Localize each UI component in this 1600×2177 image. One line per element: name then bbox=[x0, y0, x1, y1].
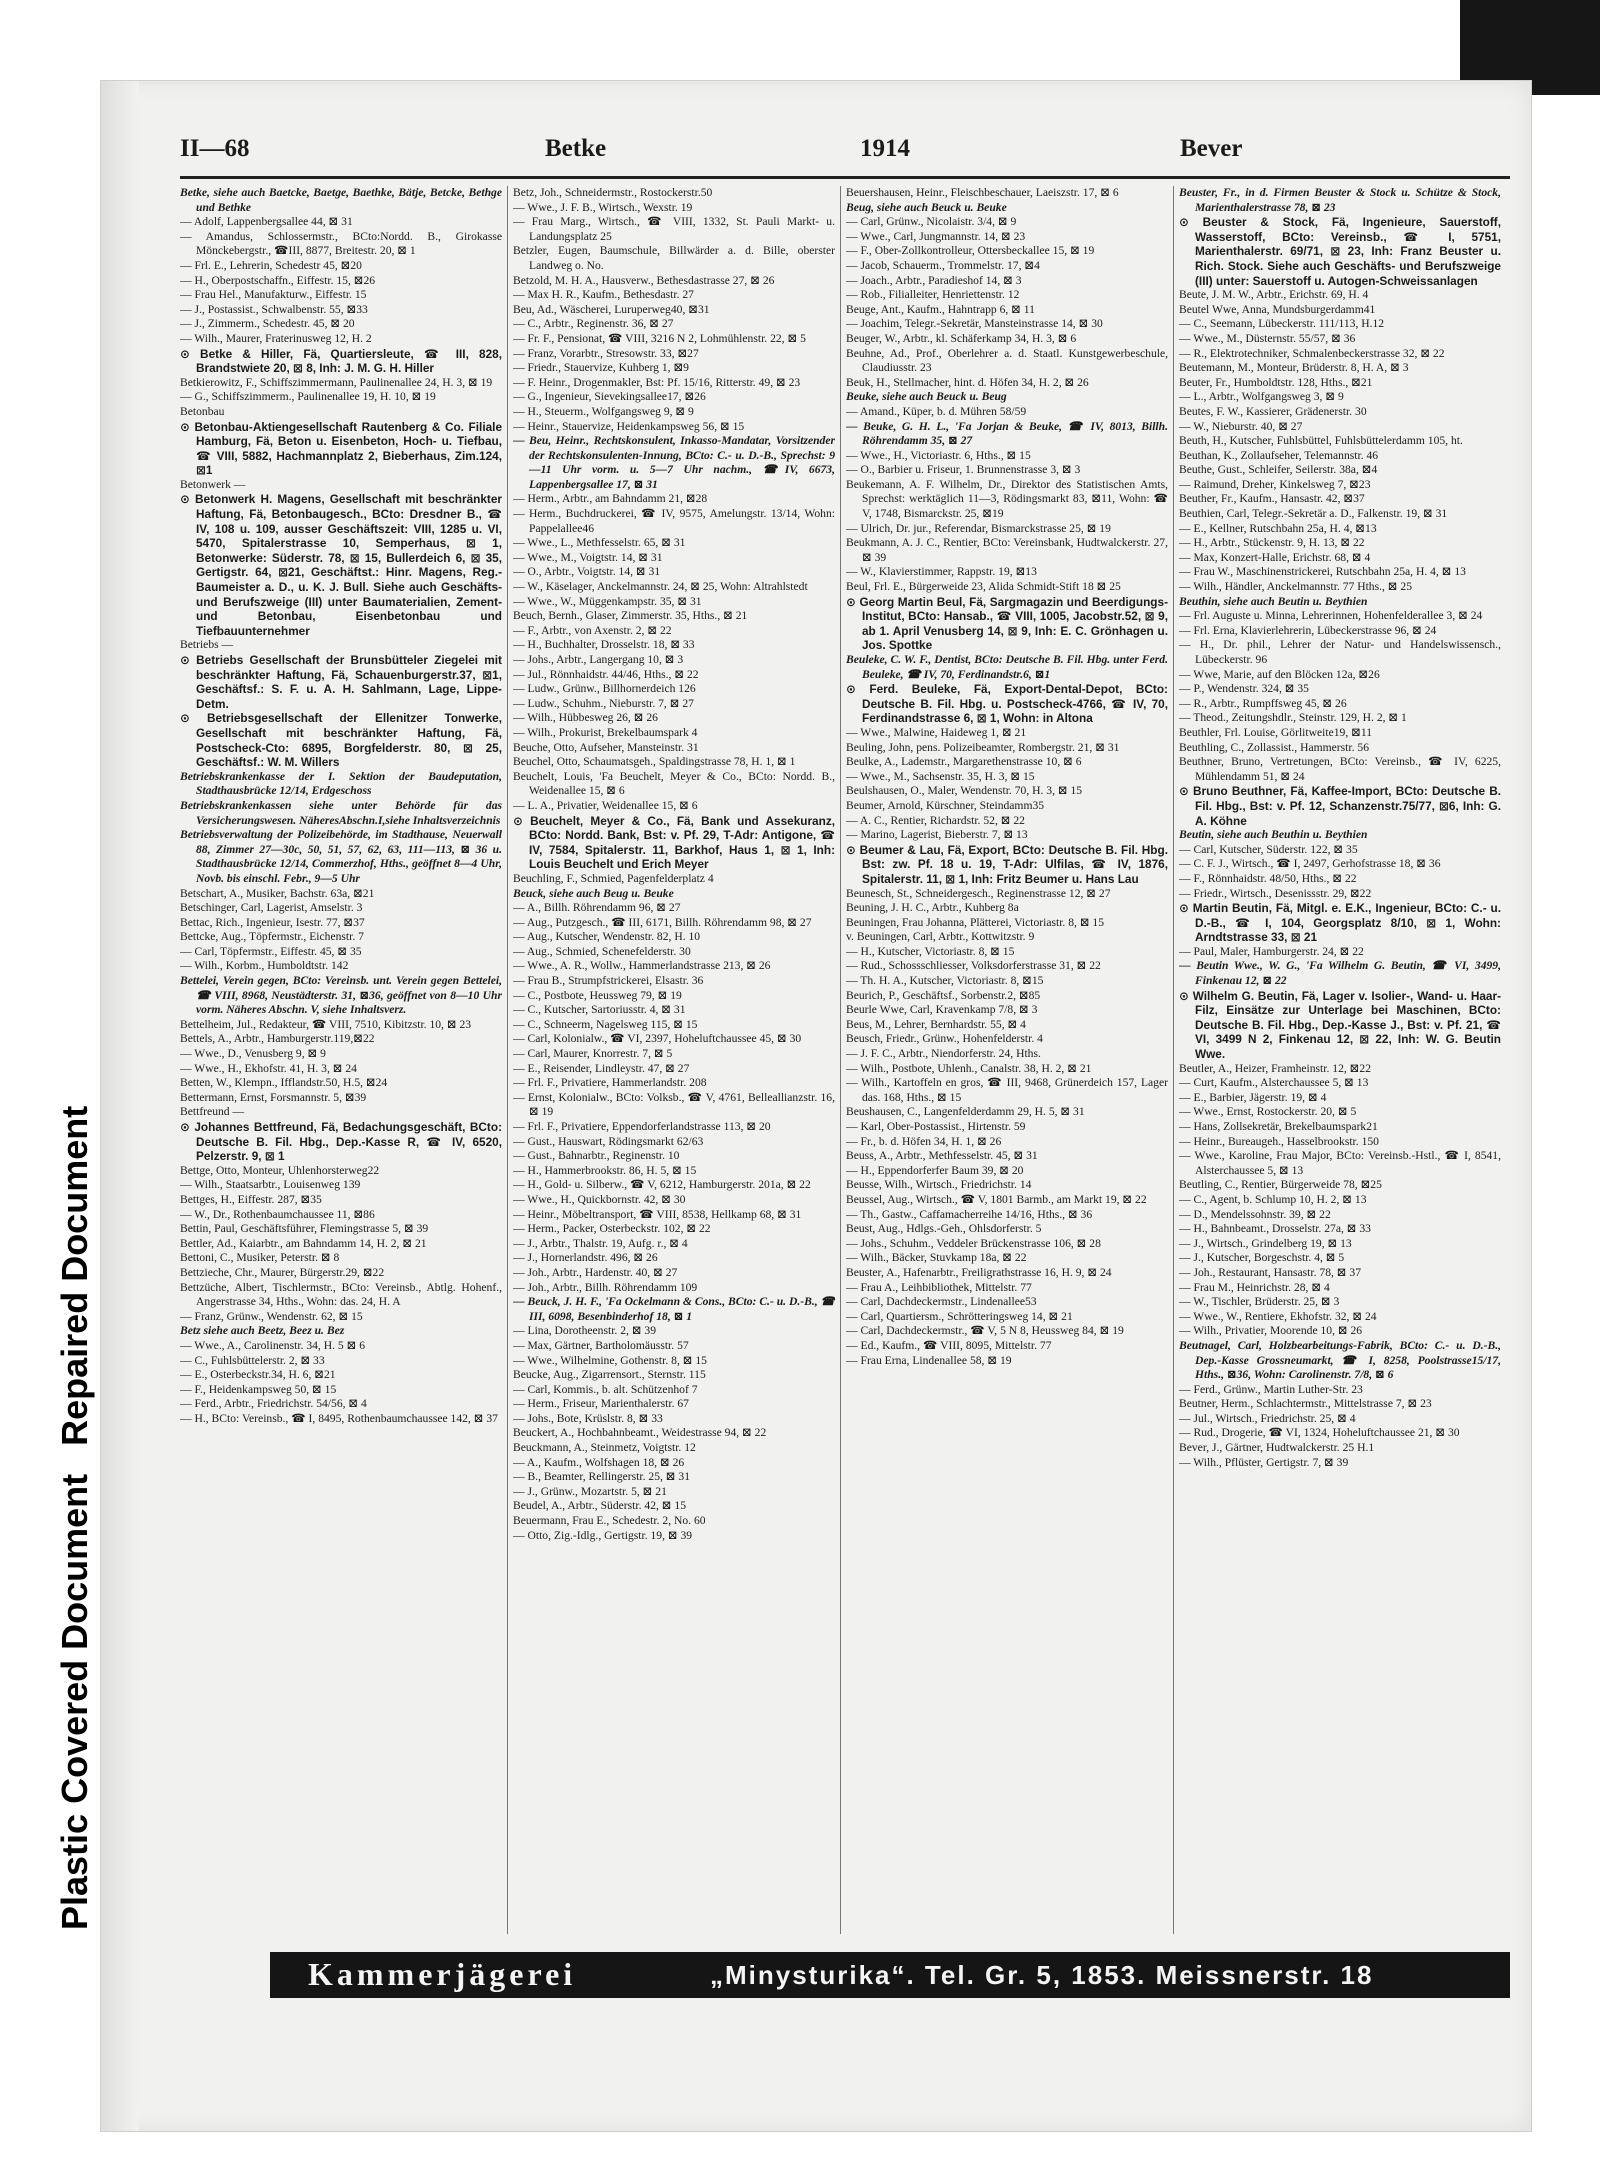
directory-entry: ⊙ Ferd. Beuleke, Fä, Export-Dental-Depot, BCto: Deutsche B. Fil. Hbg. u. Postscheck-4766, ☎ IV, 70, Ferdinandstrasse 6, ⊠ 1, Wohn: in Altona bbox=[846, 682, 1168, 726]
directory-entry: Betonwerk — bbox=[180, 477, 246, 491]
directory-entry: — Frau Erna, Lindenallee 58, ⊠ 19 bbox=[846, 1353, 1012, 1367]
directory-entry: Beuther, Fr., Kaufm., Hansastr. 42, ⊠37 bbox=[1179, 492, 1365, 506]
directory-entry: Beuth, H., Kutscher, Fuhlsbüttel, Fuhlsbüttelerdamm 105, ht. bbox=[1179, 434, 1463, 448]
directory-entry: — Frau Marg., Wirtsch., ☎ VIII, 1332, St. Pauli Markt- u. Landungsplatz 25 bbox=[513, 215, 835, 243]
directory-entry: — Ludw., Schuhm., Nieburstr. 7, ⊠ 27 bbox=[513, 696, 694, 710]
directory-entry: — Wwe., L., Methfesselstr. 65, ⊠ 31 bbox=[513, 536, 686, 550]
directory-entry: — Ferd., Arbtr., Friedrichstr. 54/56, ⊠ 4 bbox=[180, 1397, 367, 1411]
column-divider bbox=[507, 186, 508, 1934]
directory-entry: Betonbau bbox=[180, 404, 225, 418]
directory-entry: — Paul, Maler, Hamburgerstr. 24, ⊠ 22 bbox=[1179, 944, 1364, 958]
directory-entry: — A., Kaufm., Wolfshagen 18, ⊠ 26 bbox=[513, 1455, 685, 1469]
advertisement-banner bbox=[270, 1952, 1510, 1998]
directory-entry: Bettfreund — bbox=[180, 1105, 245, 1119]
directory-entry: ⊙ Beuster & Stock, Fä, Ingenieure, Sauerstoff, Wasserstoff, BCto: Vereinsb., ☎ I, 5751, Marienthalerstr. 69/71, ⊠ 23, Inh: Franz Beuster u. Rich. Stock. Siehe auch Geschäfts- und Berufszweige (III) unter: Sauerstoff u. Autogen-Schweissanlagen bbox=[1179, 215, 1501, 288]
directory-entry: — B., Beamter, Rellingerstr. 25, ⊠ 31 bbox=[513, 1470, 691, 1484]
directory-entry: — Carl, Kolonialw., ☎ VI, 2397, Hoheluftchaussee 45, ⊠ 30 bbox=[513, 1032, 802, 1046]
directory-entry: — Jul., Wirtsch., Friedrichstr. 25, ⊠ 4 bbox=[1179, 1411, 1356, 1425]
directory-entry: — Joachim, Telegr.-Sekretär, Mansteinstrasse 14, ⊠ 30 bbox=[846, 317, 1103, 331]
directory-entry: Beuchel, Otto, Schaumatsgeh., Spaldingstrasse 78, H. 1, ⊠ 1 bbox=[513, 755, 796, 769]
directory-entry: Beuss, A., Arbtr., Methfesselstr. 45, ⊠ 31 bbox=[846, 1149, 1038, 1163]
directory-entry: Beuthler, Frl. Louise, Görlitweite19, ⊠11 bbox=[1179, 725, 1373, 739]
directory-entry: — Carl, Dachdeckermstr., Lindenallee53 bbox=[846, 1295, 1037, 1309]
directory-entry: — Ferd., Grünw., Martin Luther-Str. 23 bbox=[1179, 1382, 1363, 1396]
directory-entry: Beus, M., Lehrer, Bernhardstr. 55, ⊠ 4 bbox=[846, 1017, 1026, 1031]
directory-entry: ⊙ Betriebsgesellschaft der Ellenitzer Tonwerke, Gesellschaft mit beschränkter Haftung, Fä, Postscheck-Cto: 6895, Borgfelderstr. 80, ⊠ 25, Geschäftsf.: W. M. Willers bbox=[180, 711, 502, 770]
directory-entry: Bettoni, C., Musiker, Peterstr. ⊠ 8 bbox=[180, 1251, 340, 1265]
header-rule bbox=[180, 176, 1510, 179]
directory-entry: — G., Schiffszimmerm., Paulinenallee 19, H. 10, ⊠ 19 bbox=[180, 390, 436, 404]
directory-entry: — E., Kellner, Rutschbahn 25a, H. 4, ⊠13 bbox=[1179, 521, 1377, 535]
directory-entry: Beuningen, Frau Johanna, Plätterei, Victoriastr. 8, ⊠ 15 bbox=[846, 915, 1105, 929]
directory-entry: Beuk, H., Stellmacher, hint. d. Höfen 34, H. 2, ⊠ 26 bbox=[846, 375, 1089, 389]
directory-entry: — H., Arbtr., Stückenstr. 9, H. 13, ⊠ 22 bbox=[1179, 536, 1365, 550]
directory-entry: — Frau W., Maschinenstrickerei, Rutschbahn 25a, H. 4, ⊠ 13 bbox=[1179, 565, 1466, 579]
directory-entry: — Lina, Dorotheenstr. 2, ⊠ 39 bbox=[513, 1324, 657, 1338]
directory-entry: — J. F. C., Arbtr., Niendorferstr. 24, Hths. bbox=[846, 1047, 1041, 1061]
directory-entry: — Johs., Arbtr., Langergang 10, ⊠ 3 bbox=[513, 653, 684, 666]
directory-entry: — Frau B., Strumpfstrickerei, Elsastr. 36 bbox=[513, 974, 704, 988]
directory-entry: — H., Buchhalter, Drosselstr. 18, ⊠ 33 bbox=[513, 638, 695, 652]
directory-entry: — F., Heidenkampsweg 50, ⊠ 15 bbox=[180, 1382, 337, 1396]
directory-entry: — Carl, Dachdeckermstr., ☎ V, 5 N 8, Heussweg 84, ⊠ 19 bbox=[846, 1324, 1124, 1338]
directory-entry: — Frl. F., Privatiere, Hammerlandstr. 208 bbox=[513, 1076, 707, 1090]
directory-entry: Beusch, Friedr., Grünw., Hohenfelderstr. 4 bbox=[846, 1032, 1043, 1046]
directory-entry: Bettin, Paul, Geschäftsführer, Flemingstrasse 5, ⊠ 39 bbox=[180, 1222, 429, 1236]
directory-entry: — G., Ingenieur, Sievekingsallee17, ⊠26 bbox=[513, 390, 706, 404]
directory-entry: — Friedr., Stauervize, Kuhberg 1, ⊠9 bbox=[513, 361, 689, 375]
directory-entry: — Gust., Hauswart, Rödingsmarkt 62/63 bbox=[513, 1134, 704, 1148]
directory-entry: — J., Arbtr., Thalstr. 19, Aufg. r., ⊠ 4 bbox=[513, 1236, 688, 1250]
directory-entry: — C., Fuhlsbüttelerstr. 2, ⊠ 33 bbox=[180, 1353, 325, 1367]
directory-entry: — C., Kutscher, Sartoriusstr. 4, ⊠ 31 bbox=[513, 1003, 686, 1017]
directory-column-2 bbox=[513, 186, 835, 1936]
directory-entry: — Wwe., M., Voigtstr. 14, ⊠ 31 bbox=[513, 550, 663, 564]
directory-entry: Beuleke, C. W. F., Dentist, BCto: Deutsche B. Fil. Hbg. unter Ferd. Beuleke, ☎ IV, 70, Ferdinandstr.6, ⊠1 bbox=[846, 653, 1168, 681]
directory-entry: — Herm., Packer, Osterbeckstr. 102, ⊠ 22 bbox=[513, 1222, 711, 1236]
directory-entry: — Beuck, J. H. F., 'Fa Ockelmann & Cons., BCto: C.- u. D.-B., ☎ III, 6098, Besenbinderhof 18, ⊠ 1 bbox=[513, 1295, 835, 1323]
directory-entry: — Rud., Drogerie, ☎ VI, 1324, Hoheluftchaussee 21, ⊠ 30 bbox=[1179, 1426, 1460, 1440]
directory-entry: Betschinger, Carl, Lagerist, Amselstr. 3 bbox=[180, 901, 363, 915]
directory-entry: — Frl. F., Privatiere, Eppendorferlandstrasse 113, ⊠ 20 bbox=[513, 1120, 771, 1133]
directory-entry: Bettermann, Ernst, Forsmannstr. 5, ⊠39 bbox=[180, 1090, 367, 1104]
directory-entry: Beuthan, K., Zollaufseher, Telemannstr. 46 bbox=[1179, 448, 1379, 462]
directory-entry: — Aug., Schmied, Schenefelderstr. 30 bbox=[513, 944, 691, 958]
directory-entry: — Jul., Rönnhaidstr. 44/46, Hths., ⊠ 22 bbox=[513, 667, 699, 681]
directory-entry: Betriebskrankenkasse der I. Sektion der Baudeputation, Stadthausbrücke 12/14, Erdgeschoss bbox=[180, 769, 502, 798]
directory-entry: — Wilh., Staatsarbtr., Louisenweg 139 bbox=[180, 1178, 361, 1192]
directory-entry: — Carl, Maurer, Knorrestr. 7, ⊠ 5 bbox=[513, 1047, 673, 1061]
directory-entry: Bettge, Otto, Monteur, Uhlenhorsterweg22 bbox=[180, 1163, 380, 1177]
directory-entry: Bettels, A., Arbtr., Hamburgerstr.119,⊠22 bbox=[180, 1032, 375, 1046]
banner-contact: „Minysturika“. Tel. Gr. 5, 1853. Meissnerstr. 18 bbox=[710, 1960, 1374, 1990]
directory-entry: Beuche, Otto, Aufseher, Mansteinstr. 31 bbox=[513, 740, 699, 754]
directory-entry: Beuckmann, A., Steinmetz, Voigtstr. 12 bbox=[513, 1441, 696, 1455]
directory-entry: Betz siehe auch Beetz, Beez u. Bez bbox=[180, 1324, 345, 1338]
directory-entry: Beutel Wwe, Anna, Mundsburgerdamm41 bbox=[1179, 302, 1376, 316]
directory-entry: Beulke, A., Lademstr., Margarethenstrasse 10, ⊠ 6 bbox=[846, 755, 1082, 769]
directory-entry: Betriebsverwaltung der Polizeibehörde, im Stadthause, Neuerwall 88, Zimmer 27—30c, 50, 51, 57, 62, 63, 111—113, ⊠ 36 u. Stadthausbrücke 12/14, Commerzhof, Hths., geöffnet 8—4 Uhr, Novb. bis einschl. Febr., 9—5 Uhr bbox=[180, 828, 502, 885]
directory-entry: Betz, Joh., Schneidermstr., Rostockerstr.50 bbox=[513, 186, 713, 199]
directory-entry: Beuge, Ant., Kaufm., Hahntrapp 6, ⊠ 11 bbox=[846, 302, 1035, 316]
directory-entry: Beuch, Bernh., Glaser, Zimmerstr. 35, Hths., ⊠ 21 bbox=[513, 609, 748, 623]
directory-entry: — Frau M., Heinrichstr. 28, ⊠ 4 bbox=[1179, 1280, 1330, 1294]
directory-entry: — Curt, Kaufm., Alsterchaussee 5, ⊠ 13 bbox=[1179, 1076, 1369, 1090]
directory-entry: — J., Grünw., Mozartstr. 5, ⊠ 21 bbox=[513, 1484, 667, 1498]
directory-entry: Beuke, siehe auch Beuck u. Beug bbox=[846, 390, 1007, 404]
directory-entry: — Frau A., Leihbibliothek, Mittelstr. 77 bbox=[846, 1280, 1032, 1294]
directory-entry: — Carl, Kutscher, Süderstr. 122, ⊠ 35 bbox=[1179, 842, 1358, 856]
directory-entry: — Wwe., Karoline, Frau Major, BCto: Vereinsb.-Hstl., ☎ I, 8541, Alsterchaussee 5, ⊠ 13 bbox=[1179, 1149, 1501, 1177]
directory-entry: — W., Dr., Rothenbaumchaussee 11, ⊠86 bbox=[180, 1207, 375, 1221]
directory-entry: — Johs., Schuhm., Veddeler Brückenstrasse 106, ⊠ 28 bbox=[846, 1236, 1101, 1250]
directory-entry: Bettcke, Aug., Töpfermstr., Eichenstr. 7 bbox=[180, 930, 364, 944]
page-number: II—68 bbox=[180, 135, 250, 162]
directory-entry: — A. C., Rentier, Richardstr. 52, ⊠ 22 bbox=[846, 813, 1025, 827]
directory-entry: Beuthe, Gust., Schleifer, Seilerstr. 38a, ⊠4 bbox=[1179, 463, 1378, 477]
directory-entry: Beurle Wwe, Carl, Kravenkamp 7/8, ⊠ 3 bbox=[846, 1003, 1038, 1017]
directory-entry: — Wwe., Carl, Jungmannstr. 14, ⊠ 23 bbox=[846, 229, 1026, 243]
directory-entry: Beuger, W., Arbtr., kl. Schäferkamp 34, H. 3, ⊠ 6 bbox=[846, 331, 1077, 345]
running-head-right: Bever bbox=[1180, 135, 1243, 162]
directory-entry: Beutnagel, Carl, Holzbearbeitungs-Fabrik, BCto: C.- u. D.-B., Dep.-Kasse Grossneumarkt, ☎ I, 8258, Poolstrasse15/17, Hths., ⊠36, Wohn: Carolinenstr. 7/8, ⊠ 6 bbox=[1179, 1338, 1501, 1382]
directory-entry: — Herm., Buchdruckerei, ☎ IV, 9575, Amelungstr. 13/14, Wohn: Pappelallee46 bbox=[513, 507, 835, 535]
directory-entry: — J., Wirtsch., Grindelberg 19, ⊠ 13 bbox=[1179, 1236, 1352, 1250]
directory-entry: Beuck, siehe auch Beug u. Beuke bbox=[513, 886, 674, 900]
directory-entry: Betke, siehe auch Baetcke, Baetge, Baethke, Bätje, Betcke, Bethge und Bethke bbox=[180, 186, 502, 214]
directory-entry: — Beuke, G. H. L., 'Fa Jorjan & Beuke, ☎ IV, 8013, Billh. Röhrendamm 35, ⊠ 27 bbox=[846, 419, 1168, 448]
directory-entry: — Otto, Zig.-Idlg., Gertigstr. 19, ⊠ 39 bbox=[513, 1528, 693, 1542]
column-divider bbox=[840, 186, 841, 1934]
directory-entry: — H., Hammerbrookstr. 86, H. 5, ⊠ 15 bbox=[513, 1163, 697, 1177]
directory-entry: Beuthner, Bruno, Vertretungen, BCto: Vereinsb., ☎ IV, 6225, Mühlendamm 51, ⊠ 24 bbox=[1179, 755, 1501, 783]
directory-entry: — Wwe, Marie, auf den Blöcken 12a, ⊠26 bbox=[1179, 667, 1380, 681]
directory-entry: Beu, Ad., Wäscherei, Luruperweg40, ⊠31 bbox=[513, 302, 710, 316]
directory-entry: Beurich, P., Geschäftsf., Sorbenstr.2, ⊠85 bbox=[846, 988, 1041, 1002]
directory-entry: — Wilh., Händler, Anckelmannstr. 77 Hths., ⊠ 25 bbox=[1179, 580, 1413, 594]
directory-entry: Bettac, Rich., Ingenieur, Isestr. 77, ⊠37 bbox=[180, 915, 365, 929]
year: 1914 bbox=[860, 135, 910, 162]
directory-entry: — Wwe., H., Ekhofstr. 41, H. 3, ⊠ 24 bbox=[180, 1061, 357, 1075]
directory-entry: — Franz, Vorarbtr., Stresowstr. 33, ⊠27 bbox=[513, 346, 699, 360]
directory-entry: Beumer, Arnold, Kürschner, Steindamm35 bbox=[846, 798, 1045, 812]
directory-entry: — Max, Gärtner, Bartholomäusstr. 57 bbox=[513, 1338, 689, 1352]
directory-entry: Betschart, A., Musiker, Bachstr. 63a, ⊠21 bbox=[180, 886, 375, 900]
directory-entry: Bettzieche, Chr., Maurer, Bürgerstr.29, ⊠22 bbox=[180, 1265, 385, 1279]
directory-entry: Beushausen, C., Langenfelderdamm 29, H. 5, ⊠ 31 bbox=[846, 1105, 1085, 1119]
directory-entry: Betriebskrankenkassen siehe unter Behörde für das Versicherungswesen. NäheresAbschn.I,siehe Inhaltsverzeichnis bbox=[180, 798, 502, 827]
directory-entry: Beuling, John, pens. Polizeibeamter, Rombergstr. 21, ⊠ 31 bbox=[846, 740, 1120, 754]
directory-entry: — Carl, Töpfermstr., Eiffestr. 45, ⊠ 35 bbox=[180, 944, 362, 958]
directory-entry: — H., Gold- u. Silberw., ☎ V, 6212, Hamburgerstr. 201a, ⊠ 22 bbox=[513, 1178, 811, 1192]
directory-entry: ⊙ Betriebs Gesellschaft der Brunsbütteler Ziegelei mit beschränkter Haftung, Fä, Schauenburgerstr.37, ⊠1, Geschäftsf.: S. F. u. A. H. Sahlmann, Lage, Lippe-Detm. bbox=[180, 653, 502, 711]
directory-entry: Beuthin, siehe auch Beutin u. Beythien bbox=[1179, 594, 1368, 608]
directory-entry: — Wwe., W., Müggenkampstr. 35, ⊠ 31 bbox=[513, 594, 702, 608]
directory-entry: — Heinr., Möbeltransport, ☎ VIII, 8538, Hellkamp 68, ⊠ 31 bbox=[513, 1207, 802, 1221]
directory-entry: — Amand., Küper, b. d. Mühren 58/59 bbox=[846, 404, 1027, 418]
directory-entry: — Wwe., Malwine, Haideweg 1, ⊠ 21 bbox=[846, 725, 1027, 739]
directory-entry: ⊙ Beumer & Lau, Fä, Export, BCto: Deutsche B. Fil. Hbg. Bst: zw. Pf. 18 u. 19, T-Adr: Ulfilas, ☎ IV, 1876, Spitalerstr. 11, ⊠ 1, Inh: Fritz Beumer u. Hans Lau bbox=[846, 842, 1168, 886]
directory-entry: Betten, W., Klempn., Ifflandstr.50, H.5, ⊠24 bbox=[180, 1076, 388, 1090]
directory-entry: — Ludw., Grünw., Billhornerdeich 126 bbox=[513, 682, 696, 696]
directory-entry: — O., Barbier u. Friseur, 1. Brunnenstrasse 3, ⊠ 3 bbox=[846, 463, 1081, 477]
directory-entry: — D., Mendelssohnstr. 39, ⊠ 22 bbox=[1179, 1207, 1331, 1221]
directory-entry: Beutemann, M., Monteur, Brüderstr. 8, H. A, ⊠ 3 bbox=[1179, 361, 1409, 375]
directory-entry: Beunesch, St., Schneidergesch., Reginenstrasse 12, ⊠ 27 bbox=[846, 886, 1111, 900]
directory-entry: Beutler, A., Heizer, Framheinstr. 12, ⊠22 bbox=[1179, 1061, 1371, 1075]
directory-entry: — Raimund, Dreher, Kinkelsweg 7, ⊠23 bbox=[1179, 477, 1371, 491]
directory-entry: — Rud., Schossschliesser, Volksdorferstrasse 31, ⊠ 22 bbox=[846, 959, 1101, 973]
directory-entry: — A., Billh. Röhrendamm 96, ⊠ 27 bbox=[513, 901, 681, 915]
directory-entry: Beuning, J. H. C., Arbtr., Kuhberg 8a bbox=[846, 901, 1019, 915]
directory-entry: — H., Steuerm., Wolfgangsweg 9, ⊠ 9 bbox=[513, 404, 694, 418]
directory-entry: ⊙ Betonwerk H. Magens, Gesellschaft mit beschränkter Haftung, Fä, Betonbaugesch., BCto: Dresdner B., ☎ IV, 108 u. 109, ausser Geschäftszeit: VIII, 1285 u. VI, 5470, Spitalerstrasse 10, Semperhaus, ⊠ 1, Betonwerke: Süderstr. 78, ⊠ 15, Bullerdeich 6, ⊠ 35, Gertigstr. 64, ⊠21, Geschäftst.: Hinr. Magens, Reg.-Baumeister a. D., u. K. J. Bull. Siehe auch Geschäfts- und Berufszweige (III) unter Baumaterialien, Zement- und Betonbau, Eisenbetonbau und Tiefbauunternehmer bbox=[180, 492, 502, 638]
directory-entry: — W., Klavierstimmer, Rappstr. 19, ⊠13 bbox=[846, 565, 1037, 579]
directory-entry: — Wwe., A., Carolinenstr. 34, H. 5 ⊠ 6 bbox=[180, 1338, 366, 1352]
directory-entry: — Beu, Heinr., Rechtskonsulent, Inkasso-Mandatar, Vorsitzender der Rechtskonsulenten-Innung, BCto: C.- u. D.-B., Sprechst: 9—11 Uhr vorm. u. 5—7 Uhr nachm., ☎IV, 6673, Lappenbergsallee 17, ⊠ 31 bbox=[513, 434, 835, 491]
directory-entry: — Aug., Kutscher, Wendenstr. 82, H. 10 bbox=[513, 930, 701, 944]
page-header bbox=[180, 135, 1510, 175]
directory-entry: Beuckert, A., Hochbahnbeamt., Weidestrasse 94, ⊠ 22 bbox=[513, 1426, 767, 1440]
directory-entry: — Wwe., Ernst, Rostockerstr. 20, ⊠ 5 bbox=[1179, 1105, 1357, 1119]
directory-entry: Beutin, siehe auch Beuthin u. Beythien bbox=[1179, 828, 1368, 842]
directory-entry: — O., Arbtr., Voigtstr. 14, ⊠ 31 bbox=[513, 565, 661, 579]
directory-entry: — W., Nieburstr. 40, ⊠ 27 bbox=[1179, 419, 1303, 433]
directory-entry: Bever, J., Gärtner, Hudtwalckerstr. 25 H.1 bbox=[1179, 1441, 1375, 1455]
directory-entry: — Wwe., D., Venusberg 9, ⊠ 9 bbox=[180, 1047, 326, 1061]
directory-entry: — Wwe., J. F. B., Wirtsch., Wexstr. 19 bbox=[513, 200, 693, 214]
directory-entry: — Wilh., Hübbesweg 26, ⊠ 26 bbox=[513, 711, 658, 725]
directory-entry: — Franz, Grünw., Wendenstr. 62, ⊠ 15 bbox=[180, 1309, 363, 1323]
directory-entry: — Wwe., H., Victoriastr. 6, Hths., ⊠ 15 bbox=[846, 448, 1031, 462]
running-head-left: Betke bbox=[545, 135, 607, 162]
directory-entry: — F., Rönnhaidstr. 48/50, Hths., ⊠ 22 bbox=[1179, 871, 1357, 885]
directory-entry: — Theod., Zeitungshdlr., Steinstr. 129, H. 2, ⊠ 1 bbox=[1179, 711, 1407, 725]
directory-entry: Beutes, F. W., Kassierer, Grädenerstr. 30 bbox=[1179, 404, 1367, 418]
directory-entry: ⊙ Martin Beutin, Fä, Mitgl. e. E.K., Ingenieur, BCto: C.- u. D.-B., ☎ I, 104, Georgsplatz 8/10, ⊠ 1, Wohn: Arndtstrasse 33, ⊠ 21 bbox=[1179, 901, 1501, 945]
directory-entry: — J., Hornerlandstr. 496, ⊠ 26 bbox=[513, 1251, 658, 1265]
directory-entry: — Gust., Bahnarbtr., Reginenstr. 10 bbox=[513, 1149, 680, 1163]
directory-entry: — J., Postassist., Schwalbenstr. 55, ⊠33 bbox=[180, 302, 368, 316]
directory-entry: — P., Wendenstr. 324, ⊠ 35 bbox=[1179, 682, 1309, 696]
directory-entry: — Wilh., Postbote, Uhlenh., Canalstr. 38, H. 2, ⊠ 21 bbox=[846, 1061, 1092, 1075]
directory-entry: — Herm., Friseur, Marienthalerstr. 67 bbox=[513, 1397, 689, 1411]
directory-entry: — F., Arbtr., von Axenstr. 2, ⊠ 22 bbox=[513, 623, 672, 637]
directory-entry: — Hans, Zollsekretär, Brekelbaumspark21 bbox=[1179, 1120, 1378, 1133]
directory-entry: — Frl. E., Lehrerin, Schedestr 45, ⊠20 bbox=[180, 258, 362, 272]
directory-entry: — E., Barbier, Jägerstr. 19, ⊠ 4 bbox=[1179, 1090, 1327, 1104]
directory-entry: Beucke, Aug., Zigarrensort., Sternstr. 115 bbox=[513, 1368, 706, 1382]
directory-entry: — H., Eppendorferfer Baum 39, ⊠ 20 bbox=[846, 1163, 1024, 1177]
directory-entry: — Carl, Quartiersm., Schrötteringsweg 14, ⊠ 21 bbox=[846, 1309, 1073, 1323]
directory-entry: Beukmann, A. J. C., Rentier, BCto: Vereinsbank, Hudtwalckerstr. 27, ⊠ 39 bbox=[846, 536, 1168, 564]
directory-entry: Bettelei, Verein gegen, BCto: Vereinsb. unt. Verein gegen Bettelei, ☎ VIII, 8968, Neustädterstr. 31, ⊠36, geöffnet von 8—10 Uhr vorm. Näheres Abschn. V, siehe Inhaltsverz. bbox=[180, 974, 502, 1017]
directory-entry: — Joh., Arbtr., Billh. Röhrendamm 109 bbox=[513, 1280, 698, 1294]
directory-entry: — C. F. J., Wirtsch., ☎ I, 2497, Gerhofstrasse 18, ⊠ 36 bbox=[1179, 857, 1441, 871]
directory-entry: — Wilh., Korbm., Humboldtstr. 142 bbox=[180, 959, 349, 973]
directory-column-4 bbox=[1179, 186, 1501, 1936]
directory-entry: — C., Postbote, Heussweg 79, ⊠ 19 bbox=[513, 988, 682, 1002]
directory-entry: — J., Kutscher, Borgeschstr. 4, ⊠ 5 bbox=[1179, 1251, 1345, 1265]
directory-entry: — Frl. Auguste u. Minna, Lehrerinnen, Hohenfelderallee 3, ⊠ 24 bbox=[1179, 609, 1483, 623]
directory-entry: — Wilh., Maurer, Fraterinusweg 12, H. 2 bbox=[180, 331, 372, 345]
binding-strip bbox=[101, 81, 139, 2131]
directory-entry: — Ernst, Kolonialw., BCto: Volksb., ☎ V, 4761, Belleallianzstr. 16, ⊠ 19 bbox=[513, 1090, 835, 1119]
directory-entry: — Wwe., Wilhelmine, Gothenstr. 8, ⊠ 15 bbox=[513, 1353, 707, 1367]
directory-entry: — C., Arbtr., Reginenstr. 36, ⊠ 27 bbox=[513, 317, 674, 331]
directory-entry: — R., Elektrotechniker, Schmalenbeckerstrasse 32, ⊠ 22 bbox=[1179, 346, 1445, 360]
directory-entry: Betriebs — bbox=[180, 638, 234, 652]
directory-entry: — Wwe., H., Quickbornstr. 42, ⊠ 30 bbox=[513, 1192, 686, 1206]
directory-entry: — Ed., Kaufm., ☎ VIII, 8095, Mittelstr. 77 bbox=[846, 1338, 1052, 1352]
directory-entry: Beul, Frl. E., Bürgerweide 23, Alida Schmidt-Stift 18 ⊠ 25 bbox=[846, 580, 1121, 594]
directory-entry: — W., Tischler, Brüderstr. 25, ⊠ 3 bbox=[1179, 1295, 1340, 1309]
directory-column-3 bbox=[846, 186, 1168, 1936]
directory-entry: v. Beuningen, Carl, Arbtr., Kottwitzstr. 9 bbox=[846, 930, 1035, 944]
directory-entry: — W., Käselager, Anckelmannstr. 24, ⊠ 25, Wohn: Altrahlstedt bbox=[513, 580, 808, 594]
directory-entry: — C., Schneerm, Nagelsweg 115, ⊠ 15 bbox=[513, 1017, 698, 1031]
directory-entry: — Fr., b. d. Höfen 34, H. 1, ⊠ 26 bbox=[846, 1134, 1002, 1148]
column-divider bbox=[1173, 186, 1174, 1934]
directory-entry: — Ulrich, Dr. jur., Referendar, Bismarckstrasse 25, ⊠ 19 bbox=[846, 521, 1111, 535]
directory-entry: — E., Osterbeckstr.34, H. 6, ⊠21 bbox=[180, 1368, 336, 1382]
directory-entry: Beuster, A., Hafenarbtr., Freiligrathstrasse 16, H. 9, ⊠ 24 bbox=[846, 1265, 1112, 1279]
directory-entry: Beug, siehe auch Beuck u. Beuke bbox=[846, 200, 1007, 214]
directory-entry: — E., Reisender, Lindleystr. 47, ⊠ 27 bbox=[513, 1061, 690, 1075]
directory-entry: — H., Dr. phil., Lehrer der Natur- und Handelswissensch., Lübeckerstr. 96 bbox=[1179, 638, 1501, 666]
directory-entry: — Max H. R., Kaufm., Bethesdastr. 27 bbox=[513, 288, 694, 302]
directory-entry: — L. A., Privatier, Weidenallee 15, ⊠ 6 bbox=[513, 798, 698, 812]
directory-entry: — Frau Hel., Manufakturw., Eiffestr. 15 bbox=[180, 288, 367, 302]
directory-entry: — Max, Konzert-Halle, Erichstr. 68, ⊠ 4 bbox=[1179, 550, 1371, 564]
directory-entry: — F., Ober-Zollkontrolleur, Ottersbeckallee 15, ⊠ 19 bbox=[846, 244, 1095, 258]
directory-entry: — H., Bahnbeamt., Drosselstr. 27a, ⊠ 33 bbox=[1179, 1222, 1371, 1236]
directory-entry: — Adolf, Lappenbergsallee 44, ⊠ 31 bbox=[180, 215, 353, 229]
directory-entry: Beulshausen, O., Maler, Wendenstr. 70, H. 3, ⊠ 15 bbox=[846, 784, 1083, 798]
directory-entry: — Wwe., W., Rentiere, Ekhofstr. 32, ⊠ 24 bbox=[1179, 1309, 1377, 1323]
directory-entry: — Joh., Restaurant, Hansastr. 78, ⊠ 37 bbox=[1179, 1265, 1361, 1279]
directory-entry: — Joach., Arbtr., Paradieshof 14, ⊠ 3 bbox=[846, 273, 1022, 287]
directory-entry: — Rob., Filialleiter, Henriettenstr. 12 bbox=[846, 288, 1020, 302]
directory-entry: — Johs., Bote, Krüslstr. 8, ⊠ 33 bbox=[513, 1411, 663, 1425]
directory-entry: — Wilh., Privatier, Moorende 10, ⊠ 26 bbox=[1179, 1324, 1363, 1338]
banner-title: Kammerjägerei bbox=[308, 1956, 577, 1992]
directory-entry: — Marino, Lagerist, Bieberstr. 7, ⊠ 13 bbox=[846, 828, 1028, 842]
directory-entry: — Fr. F., Pensionat, ☎ VIII, 3216 N 2, Lohmühlenstr. 22, ⊠ 5 bbox=[513, 331, 806, 345]
directory-entry: — Heinr., Bureaugeh., Hasselbrookstr. 150 bbox=[1179, 1134, 1379, 1148]
directory-entry: — Wwe., A. R., Wollw., Hammerlandstrasse 213, ⊠ 26 bbox=[513, 959, 771, 973]
directory-entry: — Jacob, Schauerm., Trommelstr. 17, ⊠4 bbox=[846, 258, 1040, 272]
directory-entry: Beute, J. M. W., Arbtr., Erichstr. 69, H. 4 bbox=[1179, 288, 1369, 302]
directory-entry: — Frl. Erna, Klavierlehrerin, Lübeckerstrasse 96, ⊠ 24 bbox=[1179, 623, 1437, 637]
directory-entry: Beuchelt, Louis, 'Fa Beuchelt, Meyer & Co., BCto: Nordd. B., Weidenallee 15, ⊠ 6 bbox=[513, 769, 835, 798]
directory-entry: Beutling, C., Rentier, Bürgerweide 78, ⊠25 bbox=[1179, 1178, 1382, 1192]
directory-entry: — Th., Gastw., Caffamacherreihe 14/16, Hths., ⊠ 36 bbox=[846, 1207, 1093, 1221]
directory-entry: ⊙ Georg Martin Beul, Fä, Sargmagazin und Beerdigungs-Institut, BCto: Hansab., ☎ VIII, 1005, Jacobstr.52, ⊠ 9, ab 1. April Venusberg 14, ⊠ 9, Inh: E. C. Grönhagen u. Jos. Spottke bbox=[846, 594, 1168, 653]
directory-entry: — Friedr., Wirtsch., Desenissstr. 29, ⊠22 bbox=[1179, 886, 1372, 900]
side-label-covered: Plastic Covered Document bbox=[54, 1473, 95, 1930]
directory-entry: Betzold, M. H. A., Hausverw., Bethesdastrasse 27, ⊠ 26 bbox=[513, 273, 775, 287]
directory-entry: Beukemann, A. F. Wilhelm, Dr., Direktor des Statistischen Amts, Sprechst: werktäglich 11—3, Rödingsmarkt 83, ⊠11, Wohn: ☎ V, 1748, Bismarckstr. 25, ⊠19 bbox=[846, 477, 1168, 521]
directory-entry: ⊙ Beuchelt, Meyer & Co., Fä, Bank und Assekuranz, BCto: Nordd. Bank, Bst: v. Pf. 29, T-Adr: Antigone, ☎ IV, 7584, Spitalerstr. 11, Barkhof, Haus 1, ⊠ 1, Inh: Louis Beuchelt und Erich Meyer bbox=[513, 813, 835, 872]
directory-entry: Beuchling, F., Schmied, Pagenfelderplatz 4 bbox=[513, 871, 714, 885]
directory-entry: Beuthling, C., Zollassist., Hammerstr. 56 bbox=[1179, 740, 1370, 754]
directory-entry: Beuter, Fr., Humboldtstr. 128, Hths., ⊠21 bbox=[1179, 375, 1373, 389]
directory-entry: Betzler, Eugen, Baumschule, Billwärder a. d. Bille, oberster Landweg o. No. bbox=[513, 244, 835, 272]
directory-entry: Beuster, Fr., in d. Firmen Beuster & Stock u. Schütze & Stock, Marienthalerstrasse 78, ⊠ 23 bbox=[1179, 186, 1501, 214]
directory-entry: Beuershausen, Heinr., Fleischbeschauer, Laeiszstr. 17, ⊠ 6 bbox=[846, 186, 1119, 199]
directory-entry: — Carl, Kommis., b. alt. Schützenhof 7 bbox=[513, 1382, 698, 1396]
directory-entry: Bettelheim, Jul., Redakteur, ☎ VIII, 7510, Kibitzstr. 10, ⊠ 23 bbox=[180, 1017, 472, 1031]
directory-entry: Bettler, Ad., Kaiarbtr., am Bahndamm 14, H. 2, ⊠ 21 bbox=[180, 1236, 427, 1250]
directory-entry: Beuthien, Carl, Telegr.-Sekretär a. D., Falkenstr. 19, ⊠ 31 bbox=[1179, 507, 1448, 521]
directory-entry: Beutner, Herm., Schlachtermstr., Mittelstrasse 7, ⊠ 23 bbox=[1179, 1397, 1432, 1411]
directory-entry: — Wwe., M., Düsternstr. 55/57, ⊠ 36 bbox=[1179, 331, 1356, 345]
directory-entry: Beuermann, Frau E., Schedestr. 2, No. 60 bbox=[513, 1514, 706, 1528]
directory-entry: Bettges, H., Eiffestr. 287, ⊠35 bbox=[180, 1192, 322, 1206]
directory-entry: Bettzüche, Albert, Tischlermstr., BCto: Vereinsb., Abtlg. Hohenf., Angerstrasse 34, Hths., Wohn: das. 24, H. A bbox=[180, 1280, 502, 1309]
directory-entry: — Karl, Ober-Postassist., Hirtenstr. 59 bbox=[846, 1120, 1026, 1133]
directory-entry: — Wilh., Pflüster, Gertigstr. 7, ⊠ 39 bbox=[1179, 1455, 1349, 1469]
directory-entry: — Amandus, Schlossermstr., BCto:Nordd. B., Girokasse Mönckebergstr., ☎III, 8877, Breitestr. 20, ⊠ 1 bbox=[180, 229, 502, 258]
directory-entry: Beussel, Aug., Wirtsch., ☎ V, 1801 Barmb., am Markt 19, ⊠ 22 bbox=[846, 1192, 1147, 1206]
directory-entry: — H., Kutscher, Victoriastr. 8, ⊠ 15 bbox=[846, 944, 1015, 958]
directory-entry: — Heinr., Stauervize, Heidenkampsweg 56, ⊠ 15 bbox=[513, 419, 745, 433]
directory-entry: — Beutin Wwe., W. G., 'Fa Wilhelm G. Beutin, ☎ VI, 3499, Finkenau 12, ⊠ 22 bbox=[1179, 959, 1501, 988]
directory-entry: — C., Agent, b. Schlump 10, H. 2, ⊠ 13 bbox=[1179, 1192, 1367, 1206]
directory-entry: Beudel, A., Arbtr., Süderstr. 42, ⊠ 15 bbox=[513, 1499, 686, 1513]
directory-entry: — Herm., Arbtr., am Bahndamm 21, ⊠28 bbox=[513, 492, 708, 506]
directory-entry: Betkierowitz, F., Schiffszimmermann, Paulinenallee 24, H. 3, ⊠ 19 bbox=[180, 375, 493, 389]
directory-entry: Beust, Aug., Hdlgs.-Geh., Ohlsdorferstr. 5 bbox=[846, 1222, 1042, 1236]
directory-entry: ⊙ Bruno Beuthner, Fä, Kaffee-Import, BCto: Deutsche B. Fil. Hbg., Bst: v. Pf. 12, Schanzenstr.75/77, ⊠6, Inh: G. A. Köhne bbox=[1179, 784, 1501, 828]
directory-entry: — R., Arbtr., Rumpffsweg 45, ⊠ 26 bbox=[1179, 696, 1347, 710]
directory-entry: — Carl, Grünw., Nicolaistr. 3/4, ⊠ 9 bbox=[846, 215, 1017, 229]
directory-entry: — H., BCto: Vereinsb., ☎ I, 8495, Rothenbaumchaussee 142, ⊠ 37 bbox=[180, 1411, 498, 1425]
directory-entry: — Wwe., M., Sachsenstr. 35, H. 3, ⊠ 15 bbox=[846, 769, 1035, 783]
directory-entry: — Wilh., Prokurist, Brekelbaumspark 4 bbox=[513, 725, 698, 739]
directory-entry: ⊙ Betke & Hiller, Fä, Quartiersleute, ☎ III, 828, Brandstwiete 20, ⊠ 8, Inh: J. M. G. H. Hiller bbox=[180, 346, 502, 376]
directory-entry: ⊙ Betonbau-Aktiengesellschaft Rautenberg & Co. Filiale Hamburg, Fä, Beton u. Eisenbeton, Hoch- u. Tiefbau, ☎ VIII, 5882, Hachmannplatz 2, Bieberhaus, Zim.124, ⊠1 bbox=[180, 419, 502, 478]
directory-entry: Beuhne, Ad., Prof., Oberlehrer a. d. Staatl. Kunstgewerbeschule, Claudiusstr. 23 bbox=[846, 346, 1168, 375]
directory-entry: — Aug., Putzgesch., ☎ III, 6171, Billh. Röhrendamm 98, ⊠ 27 bbox=[513, 915, 812, 929]
directory-entry: — C., Seemann, Lübeckerstr. 111/113, H.12 bbox=[1179, 317, 1385, 331]
directory-entry: — J., Zimmerm., Schedestr. 45, ⊠ 20 bbox=[180, 317, 355, 331]
directory-entry: — H., Oberpostschaffn., Eiffestr. 15, ⊠26 bbox=[180, 273, 376, 287]
directory-entry: — F. Heinr., Drogenmakler, Bst: Pf. 15/16, Ritterstr. 49, ⊠ 23 bbox=[513, 375, 801, 389]
directory-entry: — L., Arbtr., Wolfgangsweg 3, ⊠ 9 bbox=[1179, 390, 1344, 404]
directory-entry: — Wilh., Bäcker, Stuvkamp 18a, ⊠ 22 bbox=[846, 1251, 1027, 1265]
side-label-repaired: Repaired Document bbox=[54, 1105, 95, 1446]
directory-entry: — Wilh., Kartoffeln en gros, ☎ III, 9468, Grünerdeich 157, Lager das. 168, Hths., ⊠ 15 bbox=[846, 1076, 1168, 1104]
directory-entry: — Th. H. A., Kutscher, Victoriastr. 8, ⊠15 bbox=[846, 974, 1044, 988]
directory-column-1 bbox=[180, 186, 502, 1936]
directory-entry: ⊙ Wilhelm G. Beutin, Fä, Lager v. Isolier-, Wand- u. Haar-Filz, Einsätze zur Unterlage bei Maschinen, BCto: Deutsche B. Fil. Hbg., Dep.-Kasse J., Bst: v. Pf. 21, ☎ VI, 3499 N 2, Finkenau 12, ⊠ 22, Inh: W. G. Beutin Wwe. bbox=[1179, 988, 1501, 1062]
directory-entry: ⊙ Johannes Bettfreund, Fä, Bedachungsgeschäft, BCto: Deutsche B. Fil. Hbg., Dep.-Kasse R, ☎ IV, 6520, Pelzerstr. 9, ⊠ 1 bbox=[180, 1120, 502, 1164]
directory-entry: — Joh., Arbtr., Hardenstr. 40, ⊠ 27 bbox=[513, 1265, 678, 1279]
directory-entry: Beusse, Wilh., Wirtsch., Friedrichstr. 14 bbox=[846, 1178, 1032, 1192]
